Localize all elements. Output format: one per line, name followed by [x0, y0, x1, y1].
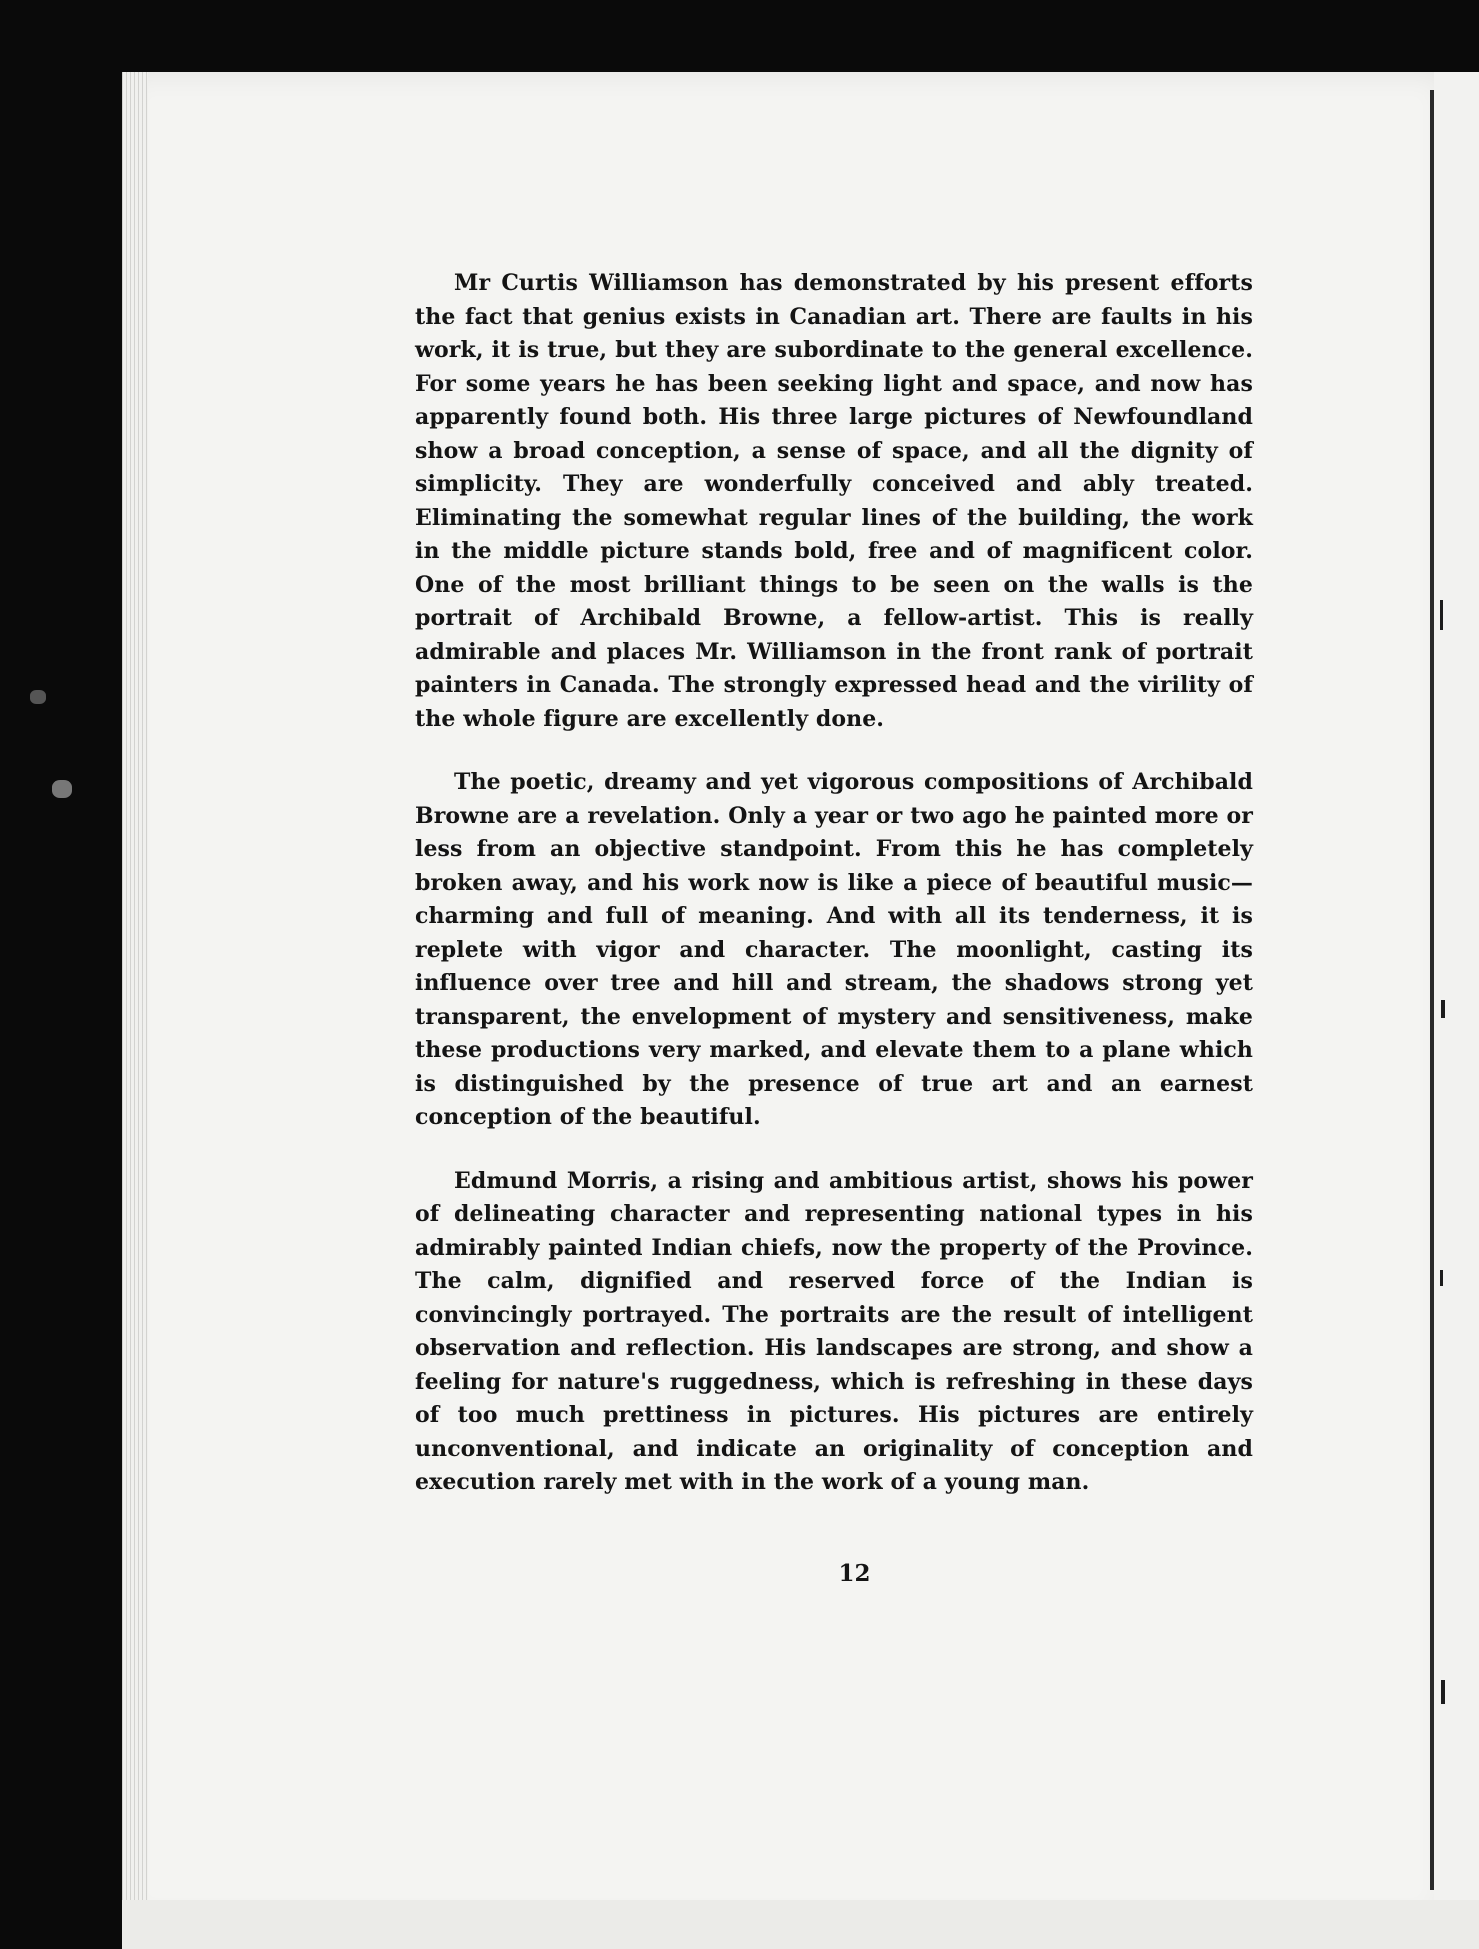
bottom-page-fold — [122, 1900, 1479, 1949]
paragraph-williamson: Mr Curtis Williamson has demonstrated by his present efforts the fact that genius exists in Canadian art. There are faults in his work, it is true, but they are subordinate to the general excellence. For some years he has been seeking light and space, and now has apparently found both. His three large pictures of Newfoundland show a broad conception, a sense of space, and all the dignity of simplicity. They are wonderfully conceived and ably treated. Eliminating the somewhat regular lines of the building, the work in the middle picture stands bold, free and of magnificent color. One of the most brilliant things to be seen on the walls is the portrait of Archibald Browne, a fellow-artist. This is really admirable and places Mr. Williamson in the front rank of portrait painters in Canada. The strongly expressed head and the virility of the whole figure are excellently done. — [415, 270, 1253, 732]
page-number: 12 — [838, 1560, 871, 1587]
paragraph-browne: The poetic, dreamy and yet vigorous compositions of Archibald Browne are a revelation. Only a year or two ago he painted more or less from an objective standpoint. From this he has completely broken away, and his work now is like a piece of beautiful music—charming and full of meaning. And with all its tenderness, it is replete with vigor and character. The moonlight, casting its influence over tree and hill and stream, the shadows strong yet transparent, the envelopment of mystery and sensitiveness, make these productions very marked, and elevate them to a plane which is distinguished by the presence of true art and an earnest conception of the beautiful. — [415, 769, 1253, 1130]
paragraph-morris: Edmund Morris, a rising and ambitious artist, shows his power of delineating character and representing national types in his admirably painted Indian chiefs, now the property of the Province. The calm, dignified and reserved force of the Indian is convincingly portrayed. The portraits are the result of intelligent observation and reflection. His landscapes are strong, and show a feeling for nature's ruggedness, which is refreshing in these days of too much prettiness in pictures. His pictures are entirely unconventional, and indicate an originality of conception and execution rarely met with in the work of a young man. — [415, 1167, 1253, 1495]
page-edge-line — [1430, 90, 1434, 1890]
scan-mark — [1441, 1680, 1445, 1704]
binding-gutter — [122, 72, 148, 1922]
body-text — [415, 267, 1253, 1530]
scan-mark — [1440, 1270, 1443, 1286]
scan-mark — [52, 780, 72, 798]
scan-mark — [1440, 600, 1443, 630]
scan-mark — [30, 690, 46, 704]
scan-mark — [1441, 1000, 1445, 1018]
